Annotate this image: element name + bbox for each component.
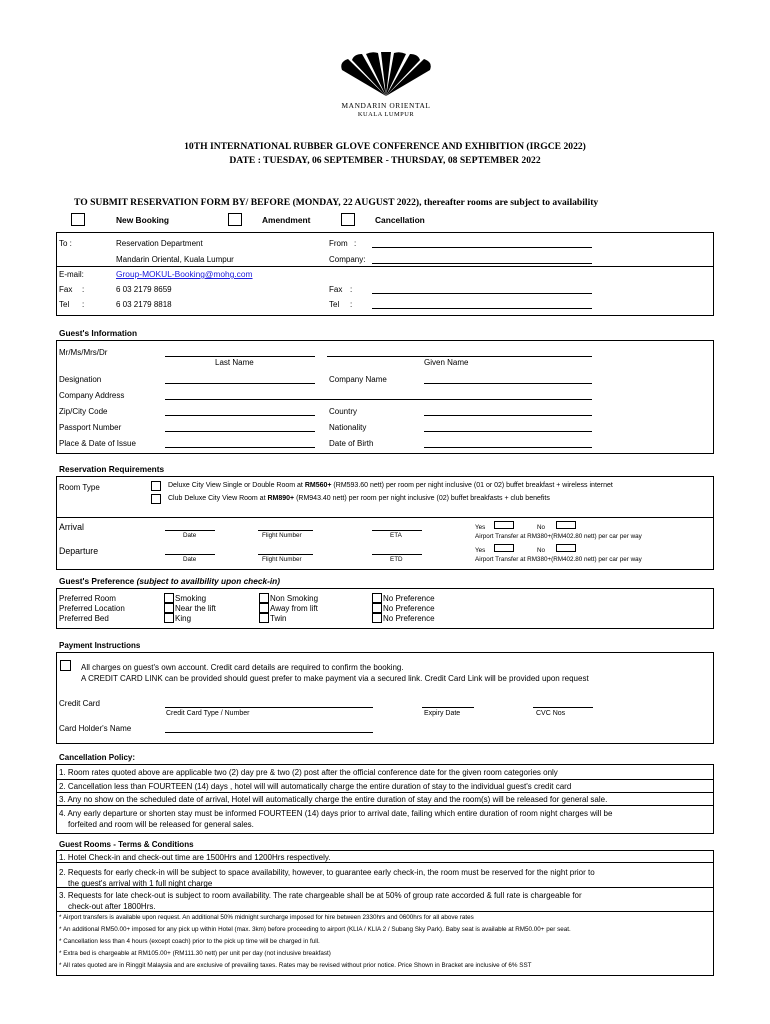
room-club-pre: Club Deluxe City View Room at: [168, 495, 268, 502]
room-club-text: [168, 495, 550, 502]
departure-label: Departure: [59, 546, 99, 556]
terms-note: * An additional RM50.00+ imposed for any pick up within Hotel (max. 3km) before proceeding to airport (KLIA / KLIA 2 / Subang Sky Park). Baby seat is available at RM50.00+ per seat.: [59, 926, 571, 933]
terms-item: the guest's arrival with 1 full night charge: [68, 879, 213, 888]
fax2-label: Fax: [329, 285, 343, 294]
dob-label: Date of Birth: [329, 439, 374, 448]
arrival-flight-input[interactable]: [258, 530, 313, 531]
email-link[interactable]: Group-MOKUL-Booking@mohg.com: [116, 269, 253, 279]
given-name-label: Given Name: [424, 358, 469, 367]
amendment-checkbox[interactable]: [228, 213, 242, 226]
tel-label: Tel: [59, 300, 70, 309]
arrival-yes-checkbox[interactable]: [494, 521, 514, 529]
arrival-no-checkbox[interactable]: [556, 521, 576, 529]
terms-item: 3. Requests for late check-out is subject to room availability. The rate chargeable shall be at 50% of group rate accorded & full rate is chargeable for: [59, 891, 582, 900]
place-date-input[interactable]: [165, 447, 315, 448]
zip-label: Zip/City Code: [59, 407, 108, 416]
company-address-label: Company Address: [59, 391, 125, 400]
non-smoking-checkbox[interactable]: [259, 593, 269, 603]
own-account-checkbox[interactable]: [60, 660, 71, 671]
passport-label: Passport Number: [59, 423, 122, 432]
cvc-input[interactable]: [533, 707, 593, 708]
departure-yes-checkbox[interactable]: [494, 544, 514, 552]
tel2-colon: :: [350, 300, 353, 309]
terms-note: * Airport transfers is available upon request. An additional 50% midnight surcharge imposed for hire between 2330hrs and 0600hrs for all above rates: [59, 914, 474, 921]
logo-name: MANDARIN ORIENTAL: [341, 101, 431, 110]
cancellation-item: 4. Any early departure or shorten stay must be informed FOURTEEN (14) days prior to arrival date, failing which entire duration of room night charges will be: [59, 809, 613, 818]
hotel-name: Mandarin Oriental, Kuala Lumpur: [116, 255, 234, 264]
nationality-input[interactable]: [424, 431, 592, 432]
away-lift-checkbox[interactable]: [259, 603, 269, 613]
company-address-input[interactable]: [165, 399, 592, 400]
smoking-label: Smoking: [175, 594, 207, 603]
to-value: Reservation Department: [116, 239, 203, 248]
departure-etd-input[interactable]: [372, 554, 422, 555]
conference-title: 10TH INTERNATIONAL RUBBER GLOVE CONFERENCE AND EXHIBITION (IRGCE 2022): [184, 141, 586, 152]
near-lift-checkbox[interactable]: [164, 603, 174, 613]
last-name-label: Last Name: [215, 358, 254, 367]
preference-heading-text: Guest's Preference: [59, 576, 135, 586]
room-deluxe-post: (RM593.60 nett) per room per night inclusive (01 or 02) buffet breakfast + wireless internet: [331, 482, 613, 489]
bed-no-preference-checkbox[interactable]: [372, 613, 382, 623]
amendment-label: Amendment: [262, 215, 311, 225]
title-label: Mr/Ms/Mrs/Dr: [59, 348, 108, 357]
cancellation-item: 3. Any no show on the scheduled date of arrival, Hotel will automatically charge the entire duration of stay and the room(s) will be released for general sale.: [59, 795, 608, 804]
arrival-date-label: Date: [183, 532, 197, 539]
designation-label: Designation: [59, 375, 102, 384]
room-deluxe-pre: Deluxe City View Single or Double Room at: [168, 482, 305, 489]
arrival-no-label: No: [537, 524, 546, 531]
room-deluxe-rate: RM560+: [304, 482, 332, 489]
tel-colon: :: [82, 300, 85, 309]
arrival-date-input[interactable]: [165, 530, 215, 531]
bed-no-preference-label: No Preference: [383, 614, 435, 623]
preference-heading: [59, 576, 280, 586]
near-lift-label: Near the lift: [175, 604, 216, 613]
cancel-divider-3: [56, 805, 714, 806]
to-label: To :: [59, 239, 72, 248]
terms-note: * Extra bed is chargeable at RM105.00+ (RM111.30 nett) per unit per day (not inclusive breakfast): [59, 950, 331, 957]
tel-value: 6 03 2179 8818: [116, 300, 172, 309]
fan-logo-icon: [336, 52, 436, 98]
terms-note: * All rates quoted are in Ringgit Malaysia and are exclusive of prevailing taxes. Rates may be revised without prior notice. Price Shown in Bracket are inclusive of 6% SST: [59, 962, 532, 969]
king-checkbox[interactable]: [164, 613, 174, 623]
designation-input[interactable]: [165, 383, 315, 384]
card-type-label: Credit Card Type / Number: [166, 710, 250, 717]
departure-flight-label: Flight Number: [262, 556, 302, 563]
arrival-eta-input[interactable]: [372, 530, 422, 531]
preferred-bed-label: Preferred Bed: [59, 614, 109, 623]
from-input[interactable]: [372, 247, 592, 248]
nationality-label: Nationality: [329, 423, 367, 432]
room-no-preference-label: No Preference: [383, 594, 435, 603]
company-label: Company:: [329, 255, 366, 264]
terms-divider-3: [56, 911, 714, 912]
fax2-colon: :: [350, 285, 353, 294]
email-label: E-mail:: [59, 270, 84, 279]
room-type-divider: [56, 517, 714, 518]
country-label: Country: [329, 407, 358, 416]
payment-line1: All charges on guest's own account. Credit card details are required to confirm the booking.: [81, 663, 404, 672]
location-no-preference-checkbox[interactable]: [372, 603, 382, 613]
cancellation-checkbox[interactable]: [341, 213, 355, 226]
fax-label: Fax: [59, 285, 73, 294]
cancellation-item: forfeited and room will be released for general sales.: [68, 820, 254, 829]
twin-label: Twin: [270, 614, 287, 623]
king-label: King: [175, 614, 192, 623]
arrival-eta-label: ETA: [390, 532, 402, 539]
reservation-heading: Reservation Requirements: [59, 464, 165, 474]
room-club-post: (RM943.40 nett) per room per night inclusive (02) buffet breakfasts + club benefits: [294, 495, 550, 502]
guest-info-box: [56, 340, 714, 454]
cancellation-label: Cancellation: [375, 215, 425, 225]
arrival-yes-label: Yes: [475, 524, 486, 531]
twin-checkbox[interactable]: [259, 613, 269, 623]
credit-card-label: Credit Card: [59, 699, 100, 708]
terms-note: * Cancellation less than 4 hours (except coach) prior to the pick up time will be charged in full.: [59, 938, 320, 945]
fax-colon: :: [82, 285, 85, 294]
terms-item: 1. Hotel Check-in and check-out time are 1500Hrs and 1200Hrs respectively.: [59, 853, 331, 862]
arrival-airport-transfer: Airport Transfer at RM380+(RM402.80 nett) per car per way: [475, 533, 642, 540]
card-holder-label: Card Holder's Name: [59, 724, 132, 733]
cvc-label: CVC Nos: [536, 710, 566, 717]
conference-date: DATE : TUESDAY, 06 SEPTEMBER - THURSDAY, 08 SEPTEMBER 2022: [229, 155, 541, 166]
non-smoking-label: Non Smoking: [270, 594, 319, 603]
given-name-input[interactable]: [327, 356, 592, 357]
from-colon: :: [354, 239, 357, 248]
from-label: From: [329, 239, 348, 248]
room-deluxe-checkbox[interactable]: [151, 481, 161, 491]
passport-input[interactable]: [165, 431, 315, 432]
payment-line2: A CREDIT CARD LINK can be provided should guest prefer to make payment via a secured link. Credit Card Link will be provided upon request: [81, 674, 589, 683]
fax-value: 6 03 2179 8659: [116, 285, 172, 294]
dob-input[interactable]: [424, 447, 592, 448]
away-lift-label: Away from lift: [270, 604, 318, 613]
new-booking-checkbox[interactable]: [71, 213, 85, 226]
departure-etd-label: ETD: [390, 556, 403, 563]
card-holder-input[interactable]: [165, 732, 373, 733]
room-club-rate: RM890+: [267, 495, 295, 502]
new-booking-label: New Booking: [116, 215, 170, 225]
contact-divider: [56, 266, 714, 267]
terms-item: 2. Requests for early check-in will be subject to space availability, however, to guarantee early check-in, the room must be reserved for the night prior to: [59, 868, 595, 877]
place-date-label: Place & Date of Issue: [59, 439, 136, 448]
logo-city: KUALA LUMPUR: [357, 111, 415, 118]
departure-yes-label: Yes: [475, 547, 486, 554]
submission-deadline: TO SUBMIT RESERVATION FORM BY/ BEFORE (MONDAY, 22 AUGUST 2022), thereafter rooms are subject to availability: [74, 197, 599, 208]
departure-no-checkbox[interactable]: [556, 544, 576, 552]
country-input[interactable]: [424, 415, 592, 416]
departure-date-label: Date: [183, 556, 197, 563]
location-no-preference-label: No Preference: [383, 604, 435, 613]
zip-input[interactable]: [165, 415, 315, 416]
cancellation-item: 1. Room rates quoted above are applicable two (2) day pre & two (2) post after the official conference date for the given room categories only: [59, 768, 558, 777]
company-name-label: Company Name: [329, 375, 387, 384]
cancellation-item: 2. Cancellation less than FOURTEEN (14) days , hotel will will automatically charge the entire duration of stay to the individual guest's credit card: [59, 782, 572, 791]
departure-airport-transfer: Airport Transfer at RM380+(RM402.80 nett) per car per way: [475, 556, 642, 563]
company-input[interactable]: [372, 263, 592, 264]
preferred-room-label: Preferred Room: [59, 594, 116, 603]
preferred-location-label: Preferred Location: [59, 604, 125, 613]
cancel-divider-2: [56, 792, 714, 793]
last-name-input[interactable]: [165, 356, 315, 357]
company-name-input[interactable]: [424, 383, 592, 384]
card-number-input[interactable]: [165, 707, 373, 708]
arrival-label: Arrival: [59, 522, 84, 532]
room-club-checkbox[interactable]: [151, 494, 161, 504]
departure-no-label: No: [537, 547, 546, 554]
tel2-input[interactable]: [372, 308, 592, 309]
payment-heading: Payment Instructions: [59, 641, 141, 650]
tel2-label: Tel: [329, 300, 340, 309]
room-type-label: Room Type: [59, 483, 100, 492]
expiry-label: Expiry Date: [424, 710, 461, 717]
smoking-checkbox[interactable]: [164, 593, 174, 603]
preference-heading-note: (subject to availbility upon check-in): [136, 576, 280, 586]
terms-heading: Guest Rooms - Terms & Conditions: [59, 840, 194, 849]
departure-flight-input[interactable]: [258, 554, 313, 555]
guest-info-heading: Guest's Information: [59, 328, 138, 338]
departure-date-input[interactable]: [165, 554, 215, 555]
cancel-divider-1: [56, 779, 714, 780]
terms-item: check-out after 1800Hrs.: [68, 902, 156, 911]
room-deluxe-text: [168, 482, 613, 489]
cancellation-heading: Cancellation Policy:: [59, 753, 136, 762]
fax2-input[interactable]: [372, 293, 592, 294]
room-no-preference-checkbox[interactable]: [372, 593, 382, 603]
terms-divider-1: [56, 862, 714, 863]
arrival-flight-label: Flight Number: [262, 532, 302, 539]
expiry-input[interactable]: [422, 707, 474, 708]
